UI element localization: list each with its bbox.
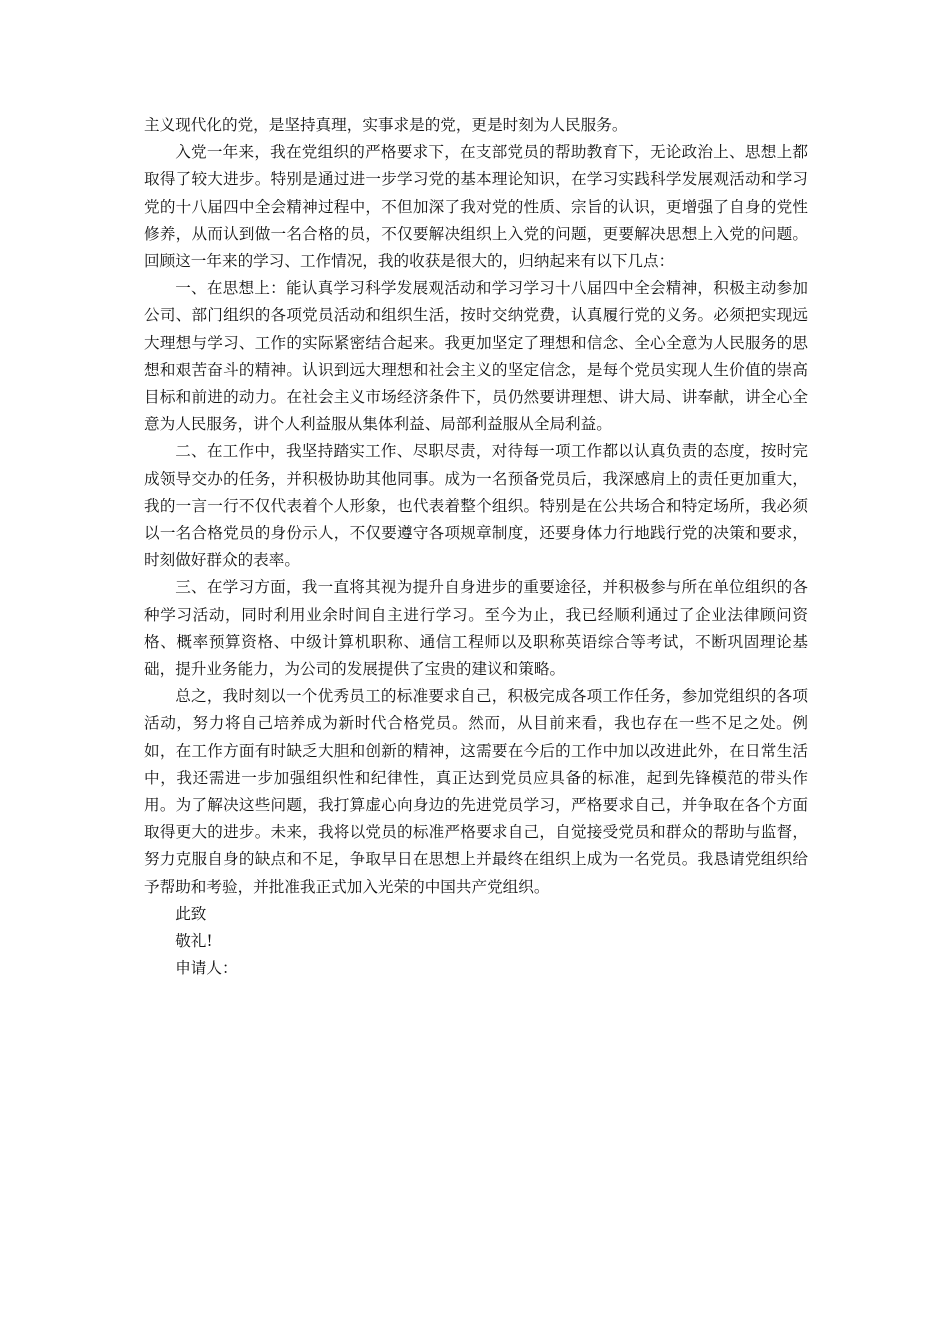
closing-respect: 敬礼! xyxy=(175,932,213,951)
paragraph-study: 三、在学习方面，我一直将其视为提升自身进步的重要途径，并积极参与所在单位组织的各种学习活动，同时利用业余时间自主进行学习。至今为止，我已经顺利通过了企业法律顾问资格、概率预算资格、中级计算机职称、通信工程师以及职称英语综合等考试，不断巩固理论基础，提升业务能力，为公司的发展提供了宝贵的建议和策略。 xyxy=(144,578,808,679)
closing-salutation: 此致 xyxy=(175,904,207,923)
document-page xyxy=(144,112,808,983)
paragraph-summary: 总之，我时刻以一个优秀员工的标准要求自己，积极完成各项工作任务，参加党组织的各项活动，努力将自己培养成为新时代合格党员。然而，从目前来看，我也存在一些不足之处。例如，在工作方面有时缺乏大胆和创新的精神，这需要在今后的工作中加以改进此外，在日常生活中，我还需进一步加强组织性和纪律性，真正达到党员应具备的标准，起到先锋模范的带头作用。为了解决这些问题，我打算虚心向身边的先进党员学习，严格要求自己，并争取在各个方面取得更大的进步。未来，我将以党员的标准严格要求自己，自觉接受党员和群众的帮助与监督，努力克服自身的缺点和不足，争取早日在思想上并最终在组织上成为一名党员。我恳请党组织给予帮助和考验，并批准我正式加入光荣的中国共产党组织。 xyxy=(144,687,808,896)
paragraph-continuation: 主义现代化的党，是坚持真理，实事求是的党，更是时刻为人民服务。 xyxy=(144,116,628,134)
applicant-signature-label: 申请人： xyxy=(175,959,238,978)
paragraph-thought: 一、在思想上：能认真学习科学发展观活动和学习学习十八届四中全会精神，积极主动参加公司、部门组织的各项党员活动和组织生活，按时交纳党费，认真履行党的义务。必须把实现远大理想与学习、工作的实际紧密结合起来。我更加坚定了理想和信念、全心全意为人民服务的思想和艰苦奋斗的精神。认识到远大理想和社会主义的坚定信念，是每个党员实现人生价值的崇高目标和前进的动力。在社会主义市场经济条件下，员仍然要讲理想、讲大局、讲奉献，讲全心全意为人民服务，讲个人利益服从集体利益、局部利益服从全局利益。 xyxy=(144,279,808,434)
paragraph-work: 二、在工作中，我坚持踏实工作、尽职尽责，对待每一项工作都以认真负责的态度，按时完成领导交办的任务，并积极协助其他同事。成为一名预备党员后，我深感肩上的责任更加重大，我的一言一行不仅代表着个人形象，也代表着整个组织。特别是在公共场合和特定场所，我必须以一名合格党员的身份示人，不仅要遵守各项规章制度，还要身体力行地践行党的决策和要求，时刻做好群众的表率。 xyxy=(144,442,808,570)
paragraph-intro: 入党一年来，我在党组织的严格要求下，在支部党员的帮助教育下，无论政治上、思想上都取得了较大进步。特别是通过进一步学习党的基本理论知识，在学习实践科学发展观活动和学习党的十八届四中全会精神过程中，不但加深了我对党的性质、宗旨的认识，更增强了自身的党性修养，从而认到做一名合格的员，不仅要解决组织上入党的问题，更要解决思想上入党的问题。回顾这一年来的学习、工作情况，我的收获是很大的，归纳起来有以下几点： xyxy=(144,143,808,271)
